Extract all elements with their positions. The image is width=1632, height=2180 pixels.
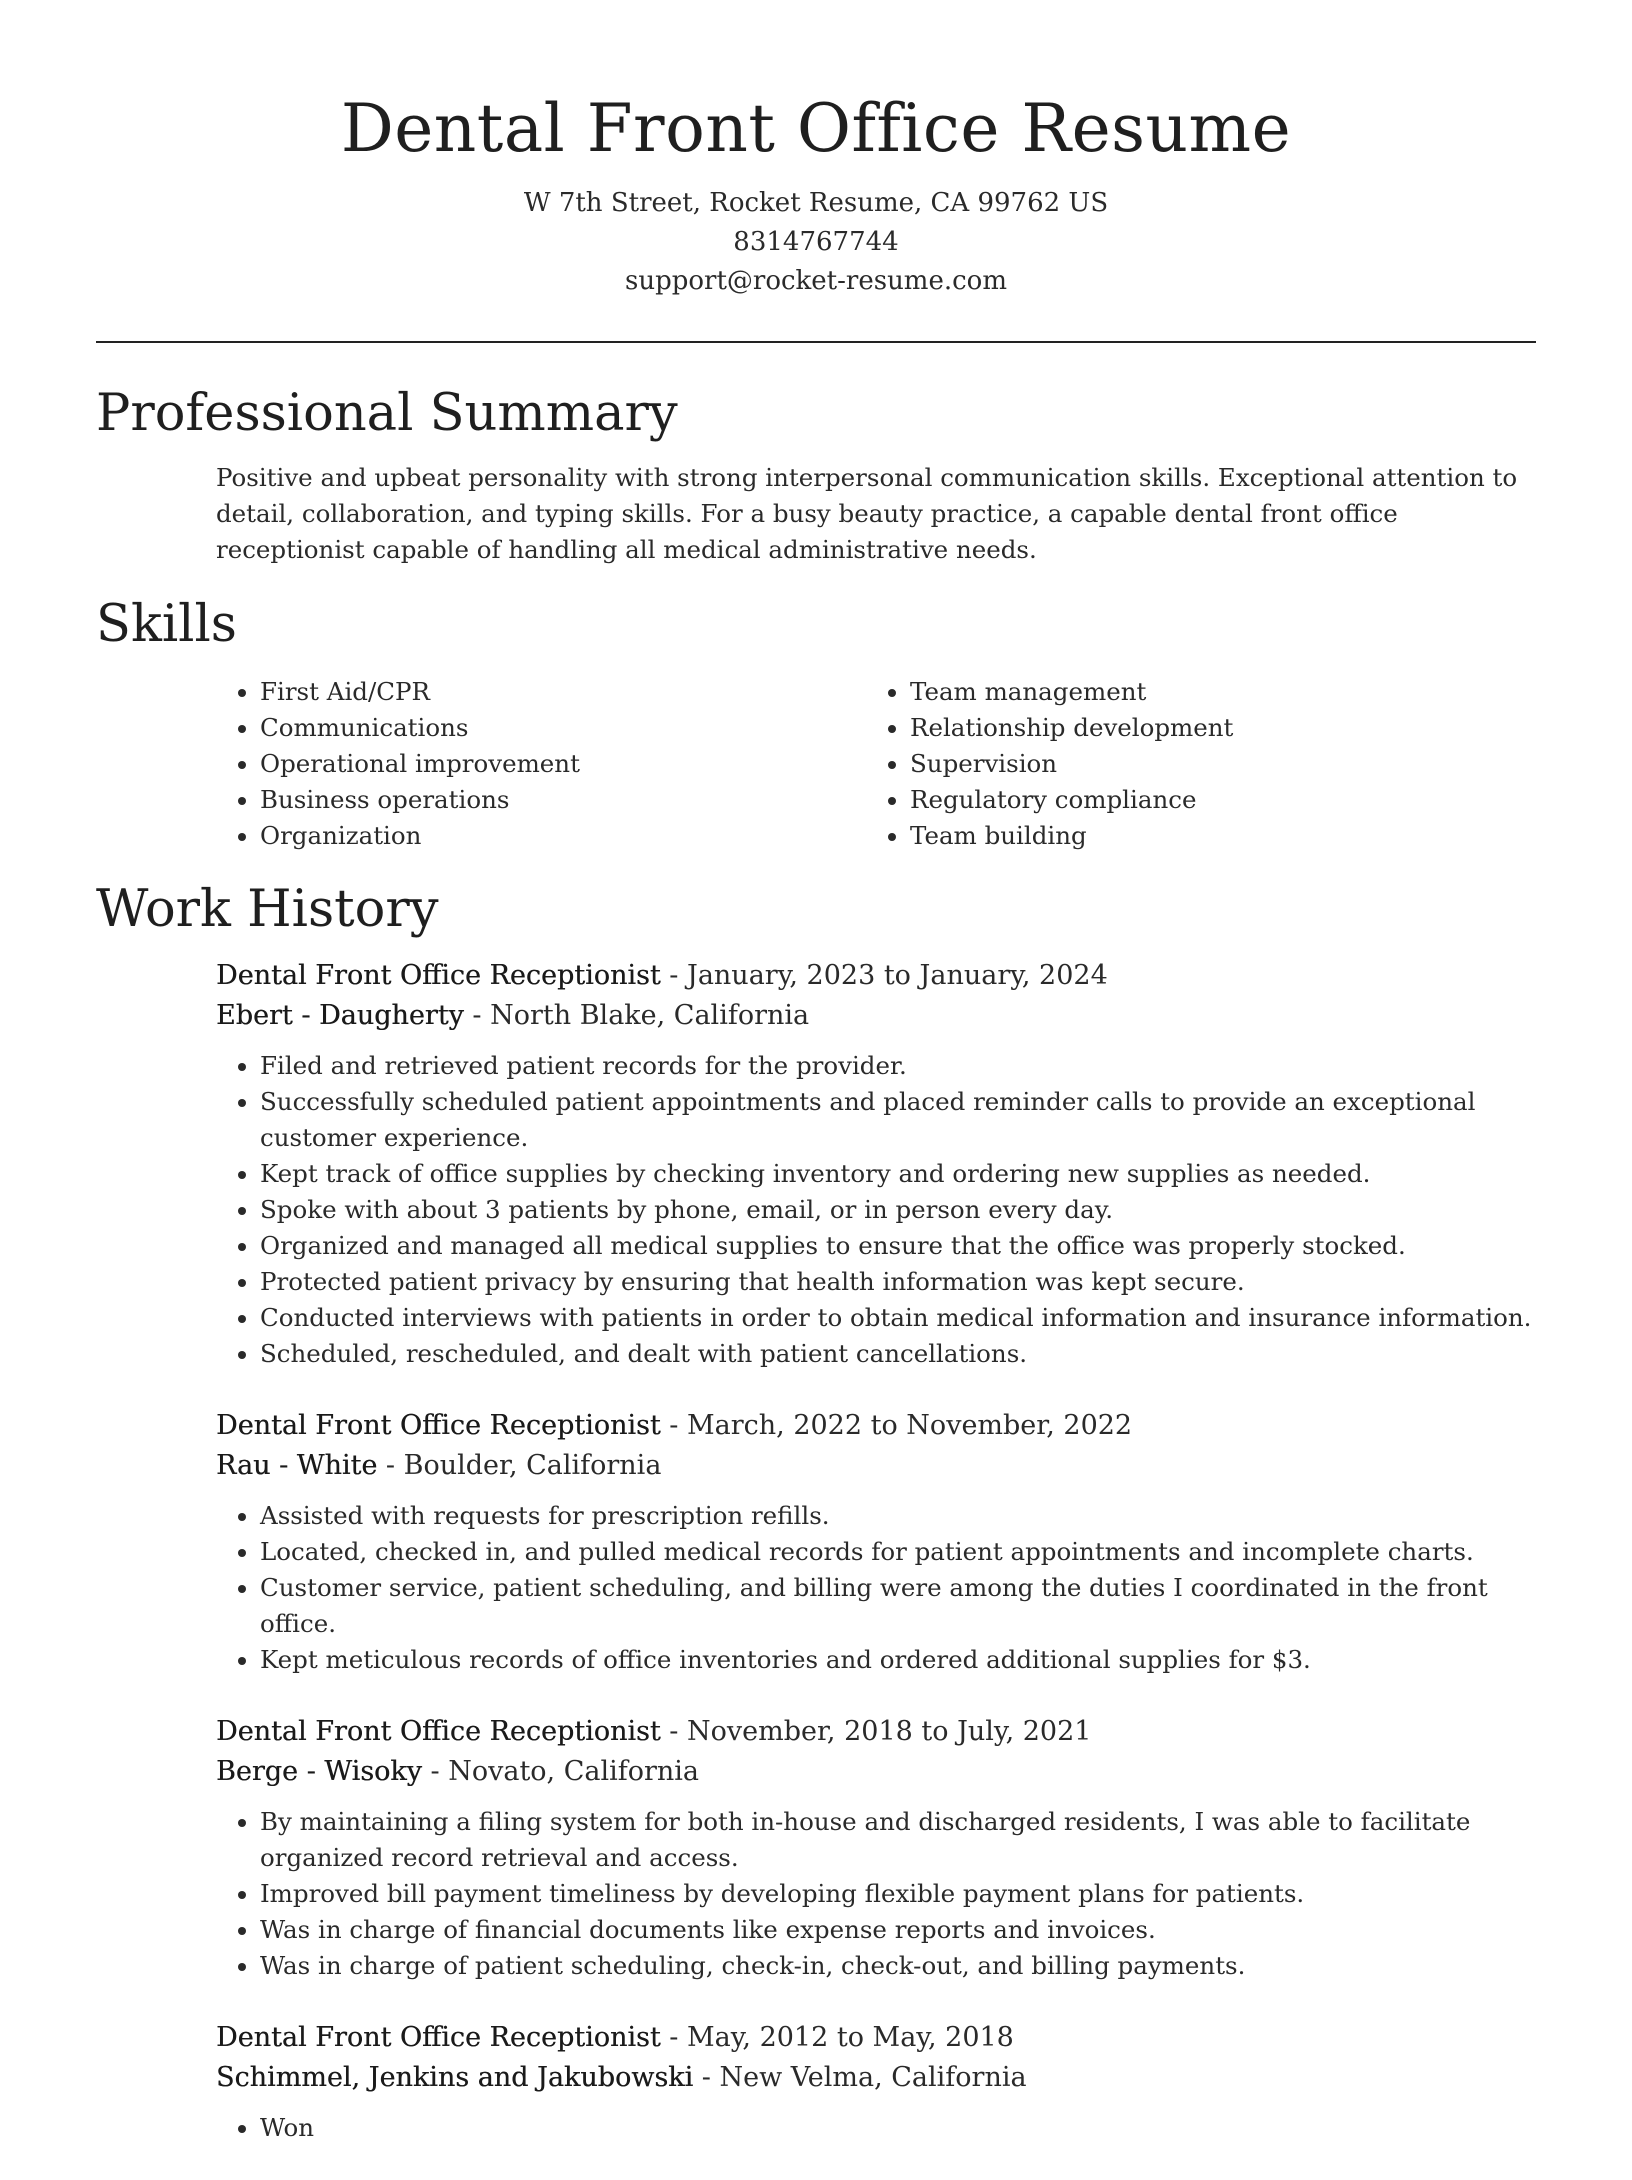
job-dates: November, 2018 to July, 2021 <box>687 1716 1092 1747</box>
job-location: Novato, California <box>448 1756 700 1787</box>
job-duty: • Scheduled, rescheduled, and dealt with patient cancellations. <box>260 1336 1546 1372</box>
job-duty: • Protected patient privacy by ensuring that health information was kept secure. <box>260 1264 1546 1300</box>
work-history-list <box>216 956 1546 2180</box>
skill-item: • Regulatory compliance <box>910 782 1516 818</box>
summary-text: Positive and upbeat personality with strong interpersonal communication skills. Exceptional attention to detail, collaboration, and typing skills. For a busy beauty practice, a capable dental front office receptionist capable of handling all medical administrative needs. <box>216 463 1518 564</box>
job-location: North Blake, California <box>490 1000 810 1031</box>
job-company-line: Rau - White - Boulder, California <box>216 1450 662 1481</box>
skill-item: • Supervision <box>910 746 1516 782</box>
job-dates: March, 2022 to November, 2022 <box>687 1410 1133 1441</box>
skill-item: • Relationship development <box>910 710 1516 746</box>
job-company: Berge - Wisoky <box>216 1756 422 1787</box>
job-duty: • Improved bill payment timeliness by developing flexible payment plans for patients. <box>260 1876 1546 1912</box>
job-title: Dental Front Office Receptionist <box>216 1410 661 1441</box>
job-duty: • Kept track of office supplies by checking inventory and ordering new supplies as needed. <box>260 1156 1546 1192</box>
job-duties <box>216 1804 1546 1984</box>
job-company: Ebert - Daugherty <box>216 1000 464 1031</box>
job-duties <box>216 1498 1546 1678</box>
work-history-heading: Work History <box>96 880 439 939</box>
skills-heading: Skills <box>96 595 237 654</box>
skill-item: • Communications <box>260 710 866 746</box>
contact-phone: 8314767744 <box>733 227 899 257</box>
job-company-line: Schimmel, Jenkins and Jakubowski - New Velma, California <box>216 2062 1027 2093</box>
skill-item: • Operational improvement <box>260 746 866 782</box>
job-duty: • Successfully scheduled patient appointments and placed reminder calls to provide an exceptional customer experience. <box>260 1084 1546 1156</box>
job-title: Dental Front Office Receptionist <box>216 960 661 991</box>
job-location: New Velma, California <box>719 2062 1027 2093</box>
job-entry <box>216 1406 1546 1678</box>
job-title-line: Dental Front Office Receptionist - March, 2022 to November, 2022 <box>216 1410 1133 1441</box>
job-title-line: Dental Front Office Receptionist - May, 2012 to May, 2018 <box>216 2022 1014 2053</box>
job-duty: • Kept meticulous records of office inventories and ordered additional supplies for $3. <box>260 1642 1546 1678</box>
job-location: Boulder, California <box>403 1450 662 1481</box>
job-title-line: Dental Front Office Receptionist - January, 2023 to January, 2024 <box>216 960 1108 991</box>
skill-item: • Business operations <box>260 782 866 818</box>
skills-list <box>216 674 1536 854</box>
job-entry <box>216 956 1546 1372</box>
job-company: Schimmel, Jenkins and Jakubowski <box>216 2062 694 2093</box>
skills-column-left <box>216 674 866 854</box>
job-title: Dental Front Office Receptionist <box>216 2022 661 2053</box>
job-duty: • Organized and managed all medical supplies to ensure that the office was properly stocked. <box>260 1228 1546 1264</box>
skill-item: • Team building <box>910 818 1516 854</box>
job-duty: • By maintaining a filing system for both in-house and discharged residents, I was able to facilitate organized record retrieval and access. <box>260 1804 1546 1876</box>
contact-address: W 7th Street, Rocket Resume, CA 99762 US <box>523 188 1109 218</box>
job-dates: January, 2023 to January, 2024 <box>687 960 1108 991</box>
job-company-line: Berge - Wisoky - Novato, California <box>216 1756 700 1787</box>
job-company: Rau - White <box>216 1450 378 1481</box>
job-duty: • Customer service, patient scheduling, and billing were among the duties I coordinated in the front office. <box>260 1570 1546 1642</box>
job-company-line: Ebert - Daugherty - North Blake, California <box>216 1000 810 1031</box>
contact-email: support@rocket-resume.com <box>624 266 1007 296</box>
job-title: Dental Front Office Receptionist <box>216 1716 661 1747</box>
skill-item: • Organization <box>260 818 866 854</box>
job-duty: • Located, checked in, and pulled medical records for patient appointments and incomplete charts. <box>260 1534 1546 1570</box>
skills-column-right <box>866 674 1516 854</box>
job-title-line: Dental Front Office Receptionist - November, 2018 to July, 2021 <box>216 1716 1092 1747</box>
job-duty: • Assisted with requests for prescription refills. <box>260 1498 1546 1534</box>
resume-name: Dental Front Office Resume <box>340 90 1292 167</box>
skill-item: • Team management <box>910 674 1516 710</box>
job-duty: • Spoke with about 3 patients by phone, email, or in person every day. <box>260 1192 1546 1228</box>
job-duties <box>216 1048 1546 1372</box>
job-entry <box>216 2018 1546 2146</box>
job-duty: • Won <box>260 2110 1546 2146</box>
job-duties <box>216 2110 1546 2146</box>
skill-item: • First Aid/CPR <box>260 674 866 710</box>
resume-header <box>0 0 1632 301</box>
summary-heading: Professional Summary <box>96 384 678 443</box>
job-dates: May, 2012 to May, 2018 <box>687 2022 1014 2053</box>
job-duty: • Conducted interviews with patients in order to obtain medical information and insurance information. <box>260 1300 1546 1336</box>
job-duty: • Was in charge of financial documents like expense reports and invoices. <box>260 1912 1546 1948</box>
header-divider <box>96 341 1536 343</box>
contact-block <box>0 184 1632 301</box>
job-duty: • Was in charge of patient scheduling, check-in, check-out, and billing payments. <box>260 1948 1546 1984</box>
job-duty: • Filed and retrieved patient records for the provider. <box>260 1048 1546 1084</box>
job-entry <box>216 1712 1546 1984</box>
